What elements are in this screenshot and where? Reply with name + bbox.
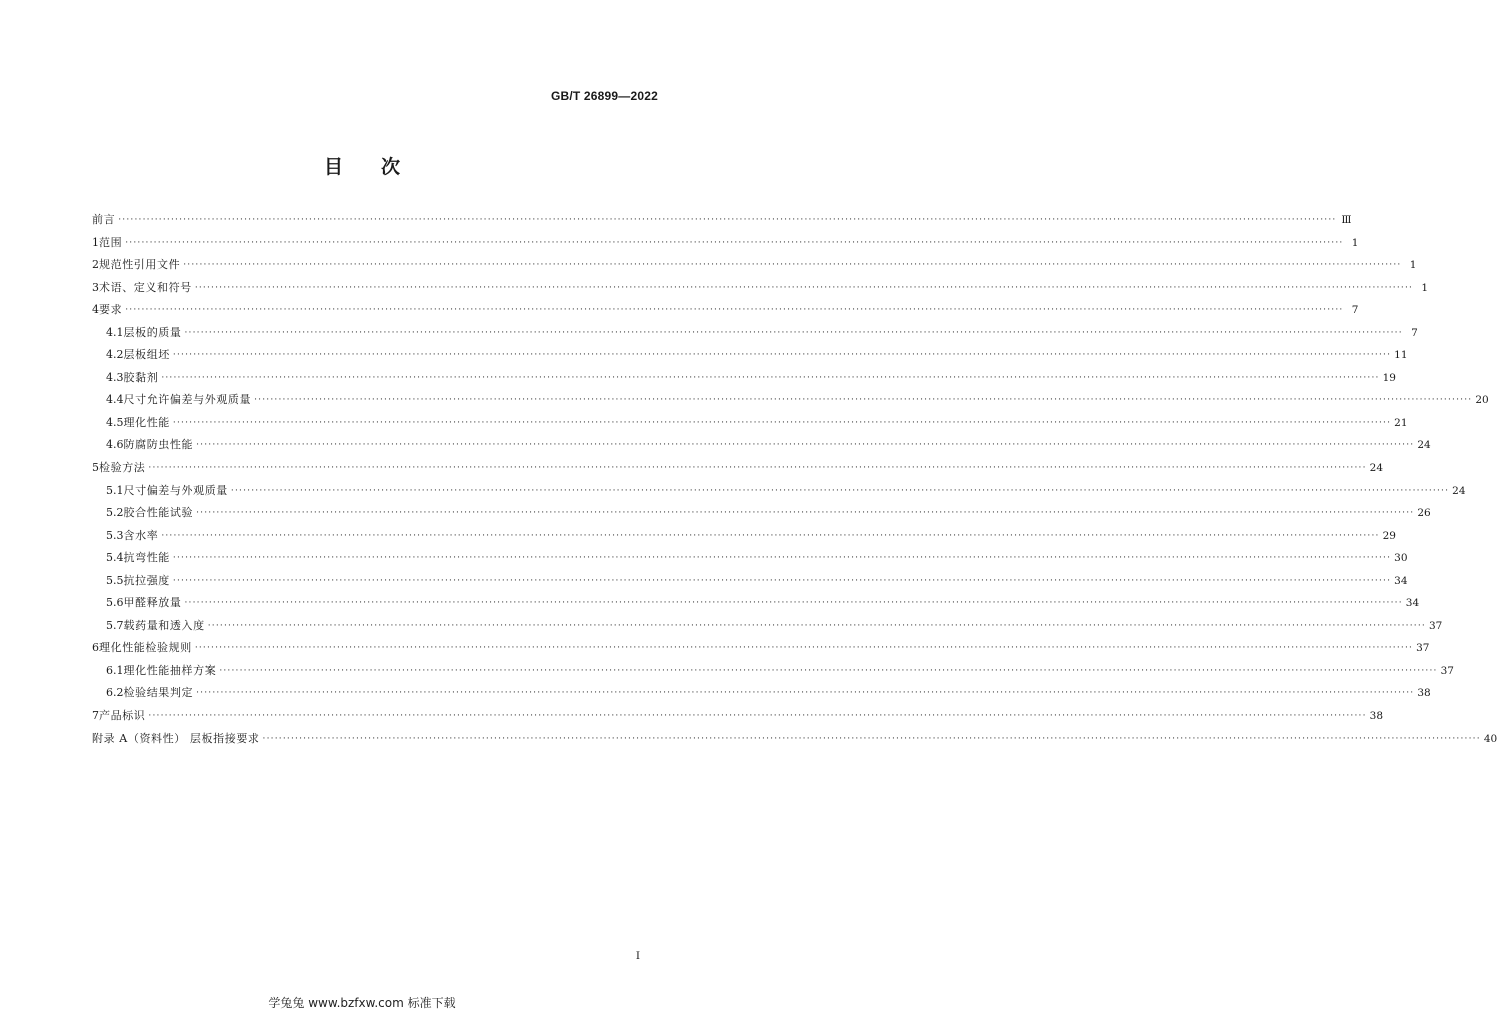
toc-entry[interactable] [92, 434, 1431, 457]
toc-dot-leader: ············································································································································································································································································································ [118, 215, 1337, 225]
toc-entry-number: 2 [92, 258, 99, 272]
watermark-footer: 学兔兔 www.bzfxw.com 标准下载 [268, 996, 456, 1010]
toc-entry-page: 37 [1440, 664, 1454, 677]
toc-dot-leader: ············································································································································································································································································································ [194, 643, 1414, 654]
toc-dot-leader: ············································································································································································································································································································ [125, 305, 1344, 316]
toc-title-char-1: 目 [323, 156, 343, 178]
toc-dot-leader: ············································································································································································································································································································ [161, 530, 1380, 541]
toc-entry-number: 4.6 [106, 438, 124, 452]
toc-entry-number: 5.2 [106, 506, 124, 520]
toc-entry-title: 前言 [92, 213, 116, 226]
toc-entry-page: 30 [1394, 552, 1408, 565]
toc-entry[interactable] [92, 502, 1431, 525]
toc-entry[interactable] [92, 344, 1408, 367]
toc-entry[interactable] [92, 637, 1430, 660]
toc-entry-title: 范围 [99, 235, 123, 249]
toc-dot-leader: ············································································································································································································································································································ [172, 350, 1392, 361]
toc-entry[interactable] [92, 705, 1384, 728]
toc-entry[interactable] [92, 322, 1418, 345]
toc-entry-number: 5.6 [106, 596, 124, 610]
toc-entry-title: 理化性能 [123, 415, 170, 429]
toc-entry-title: 检验结果判定 [123, 686, 194, 700]
toc-entry-title: 检验方法 [99, 461, 146, 475]
toc-entry-number: 4.3 [106, 370, 124, 384]
toc-dot-leader: ············································································································································································································································································································ [196, 508, 1415, 519]
toc-entry-page: 24 [1369, 462, 1384, 475]
toc-entry-page: 26 [1417, 507, 1431, 520]
toc-entry-number: 6.2 [106, 686, 124, 700]
toc-entry[interactable] [92, 682, 1431, 705]
toc-entry-page: 37 [1428, 619, 1443, 632]
toc-entry[interactable] [92, 570, 1408, 593]
toc-dot-leader: ············································································································································································································································································································ [148, 711, 1367, 722]
toc-entry[interactable] [92, 660, 1454, 683]
toc-entry-title: 甲醛释放量 [123, 596, 182, 610]
toc-dot-leader: ············································································································································································································································································································ [183, 260, 1402, 271]
toc-entry-page: Ⅲ [1341, 214, 1352, 226]
toc-entry-page: 11 [1394, 349, 1408, 362]
toc-entry-page: 20 [1475, 394, 1489, 407]
toc-entry-page: 24 [1417, 439, 1431, 452]
toc-title-char-2: 次 [381, 156, 401, 178]
toc-dot-leader: ············································································································································································································································································································ [172, 417, 1392, 428]
toc-entry-title: 理化性能抽样方案 [123, 663, 217, 677]
toc-entry-page: 38 [1369, 710, 1384, 723]
toc-entry-title: 抗弯性能 [123, 551, 170, 565]
toc-entry-number: 5.3 [106, 528, 124, 542]
toc-entry-page: 37 [1416, 642, 1430, 655]
toc-entry-number: 5.7 [106, 618, 124, 632]
toc-entry-title: 尺寸偏差与外观质量 [123, 483, 228, 497]
toc-entry-title: 胶合性能试验 [123, 506, 194, 520]
toc-entry[interactable] [92, 389, 1489, 412]
toc-entry-number: 4.1 [106, 325, 124, 339]
toc-entry-number: 6 [92, 641, 99, 655]
toc-entry-page: 24 [1452, 484, 1466, 497]
toc-dot-leader: ············································································································································································································································································································ [172, 553, 1392, 564]
toc-entry-number: 5 [92, 461, 99, 475]
toc-entry[interactable] [92, 299, 1359, 322]
toc-entry-page: 1 [1351, 236, 1359, 249]
toc-entry[interactable] [92, 525, 1396, 548]
toc-entry-number: 4.5 [106, 415, 124, 429]
toc-entry-title: 层板组坯 [123, 348, 170, 362]
toc-dot-leader: ············································································································································································································································································································ [125, 237, 1344, 248]
toc-entry[interactable] [92, 547, 1408, 570]
toc-entry-number: 4 [92, 303, 99, 317]
toc-entry-number: 4.2 [106, 348, 124, 362]
toc-dot-leader: ············································································································································································································································································································ [184, 598, 1403, 609]
toc-entry-title: 术语、定义和符号 [99, 280, 192, 294]
toc-entry-title: 层板的质量 [123, 325, 182, 339]
toc-entry-title: 载药量和透入度 [123, 618, 205, 632]
toc-entry-number: 5.4 [106, 551, 124, 565]
toc-entry[interactable] [92, 254, 1417, 277]
toc-dot-leader: ············································································································································································································································································································ [184, 327, 1403, 338]
toc-entry[interactable] [92, 480, 1466, 503]
standard-code: GB/T 26899—2022 [550, 89, 658, 103]
toc-entry[interactable] [92, 209, 1352, 232]
toc-entry-page: 1 [1421, 281, 1429, 294]
toc-entry-number: 5.1 [106, 483, 124, 497]
toc-dot-leader: ············································································································································································································································································································ [194, 282, 1414, 293]
toc-entry-number: 1 [92, 235, 99, 249]
toc-entry-title: 胶黏剂 [123, 370, 159, 384]
toc-entry-page: 7 [1411, 326, 1418, 339]
toc-entry-title: 抗拉强度 [123, 573, 170, 587]
toc-entry-page: 40 [1483, 732, 1497, 745]
toc-entry-page: 1 [1409, 259, 1417, 272]
toc-entry[interactable] [92, 232, 1359, 255]
toc-entry-page: 34 [1405, 597, 1420, 610]
toc-entry-number: 6.1 [106, 663, 124, 677]
toc-entry-page: 21 [1394, 416, 1408, 429]
toc-entry[interactable] [92, 457, 1384, 480]
toc-title [0, 152, 724, 179]
toc-entry-title: 产品标识 [99, 709, 146, 723]
toc-dot-leader: ············································································································································································································································································································ [219, 665, 1438, 676]
toc-entry[interactable] [92, 277, 1429, 300]
toc-dot-leader: ············································································································································································································································································································ [172, 575, 1392, 586]
table-of-contents [92, 209, 1497, 750]
toc-dot-leader: ············································································································································································································································································································ [161, 372, 1380, 383]
toc-entry-title: 要求 [99, 303, 123, 317]
page-number: I [635, 950, 640, 962]
toc-entry[interactable] [92, 728, 1497, 751]
toc-dot-leader: ············································································································································································································································································································ [196, 688, 1415, 699]
toc-dot-leader: ············································································································································································································································································································ [196, 440, 1415, 451]
toc-entry[interactable] [92, 367, 1396, 390]
toc-entry-number: 3 [92, 280, 99, 294]
toc-entry-title: 理化性能检验规则 [99, 641, 192, 655]
toc-entry-page: 38 [1417, 687, 1431, 700]
toc-entry-number: 5.5 [106, 573, 124, 587]
toc-entry-page: 29 [1382, 529, 1396, 542]
toc-dot-leader: ············································································································································································································································································································ [262, 733, 1481, 744]
toc-entry-title: 含水率 [123, 528, 159, 542]
toc-entry-number: 7 [92, 709, 99, 723]
toc-entry-title: 尺寸允许偏差与外观质量 [123, 393, 252, 407]
toc-entry-page: 7 [1351, 304, 1359, 317]
toc-entry[interactable] [92, 615, 1443, 638]
toc-entry-title: 规范性引用文件 [99, 258, 181, 272]
toc-entry[interactable] [92, 592, 1420, 615]
toc-dot-leader: ············································································································································································································································································································ [207, 620, 1426, 631]
toc-entry-page: 34 [1394, 574, 1408, 587]
toc-entry-page: 19 [1382, 371, 1396, 384]
toc-dot-leader: ············································································································································································································································································································ [148, 463, 1367, 474]
toc-entry[interactable] [92, 412, 1408, 435]
toc-entry-title: 附录 A（资料性） 层板指接要求 [92, 731, 260, 745]
toc-dot-leader: ············································································································································································································································································································ [230, 485, 1450, 496]
toc-dot-leader: ············································································································································································································································································································ [254, 395, 1473, 406]
toc-entry-title: 防腐防虫性能 [123, 438, 194, 452]
toc-entry-number: 4.4 [106, 393, 124, 407]
